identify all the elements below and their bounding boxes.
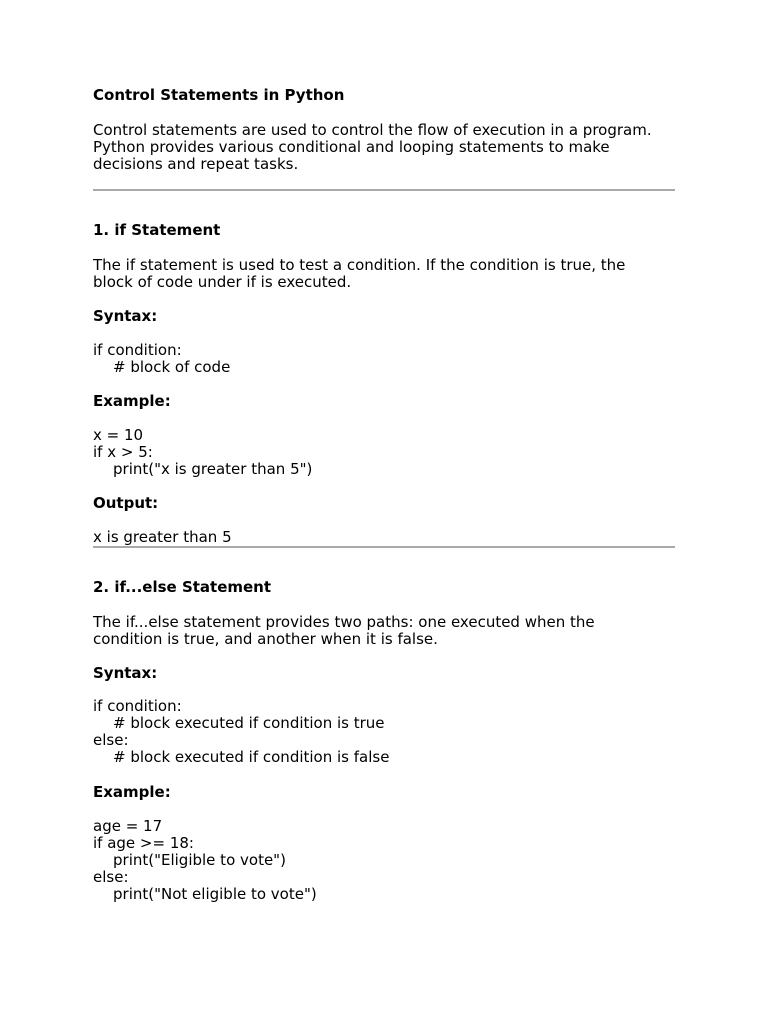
code-line: if age >= 18:	[93, 834, 194, 852]
section-divider	[93, 189, 675, 191]
section-description-line: The if...else statement provides two paths: one executed when the	[93, 613, 595, 631]
code-line: # block executed if condition is false	[113, 748, 390, 766]
output-label: Output:	[93, 494, 159, 512]
section-description-line: condition is true, and another when it is false.	[93, 630, 438, 648]
intro-line: Python provides various conditional and looping statements to make	[93, 138, 610, 156]
code-line: print("Not eligible to vote")	[113, 885, 317, 903]
code-line: if condition:	[93, 341, 182, 359]
example-label: Example:	[93, 392, 171, 410]
output-line: x is greater than 5	[93, 528, 232, 546]
code-line: print("x is greater than 5")	[113, 460, 313, 478]
code-line: # block executed if condition is true	[113, 714, 385, 732]
syntax-label: Syntax:	[93, 307, 158, 325]
section-heading: 1. if Statement	[93, 221, 221, 239]
code-line: print("Eligible to vote")	[113, 851, 286, 869]
intro-line: Control statements are used to control the flow of execution in a program.	[93, 121, 652, 139]
code-line: x = 10	[93, 426, 144, 444]
example-label: Example:	[93, 783, 171, 801]
section-description-line: The if statement is used to test a condition. If the condition is true, the	[93, 256, 626, 274]
page-title: Control Statements in Python	[93, 86, 345, 104]
code-line: else:	[93, 868, 129, 886]
intro-line: decisions and repeat tasks.	[93, 155, 299, 173]
section-description-line: block of code under if is executed.	[93, 273, 352, 291]
syntax-label: Syntax:	[93, 664, 158, 682]
code-line: if condition:	[93, 697, 182, 715]
section-heading: 2. if...else Statement	[93, 578, 272, 596]
code-line: # block of code	[113, 358, 231, 376]
section-divider	[93, 546, 675, 548]
code-line: age = 17	[93, 817, 163, 835]
code-line: if x > 5:	[93, 443, 153, 461]
code-line: else:	[93, 731, 129, 749]
